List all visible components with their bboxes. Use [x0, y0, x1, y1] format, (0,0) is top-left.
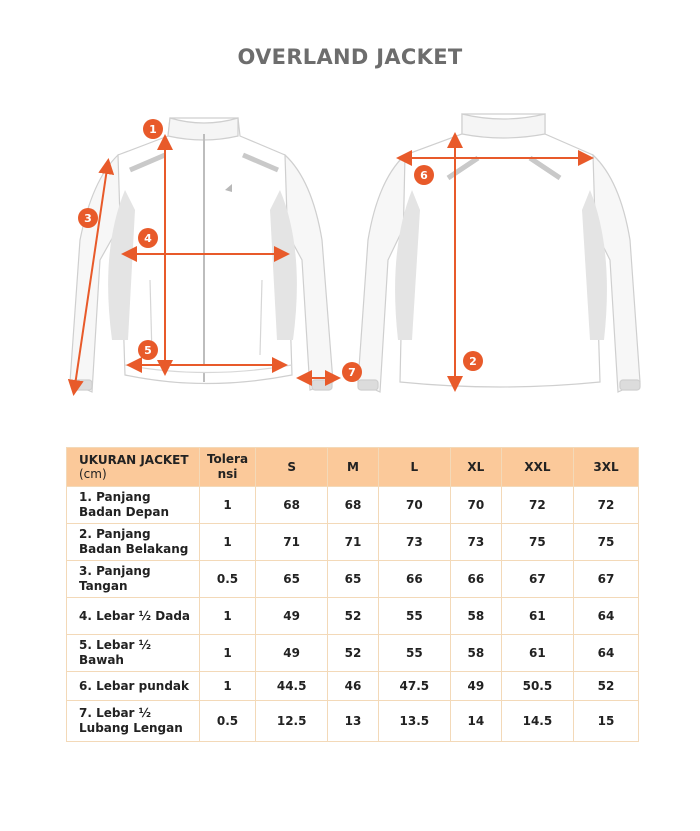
row-label: 7. Lebar ½ Lubang Lengan [67, 701, 200, 742]
row-value: 73 [378, 524, 450, 561]
table-row [67, 524, 639, 561]
row-value: 71 [328, 524, 378, 561]
header-size-label: UKURAN JACKET (cm) [67, 448, 200, 487]
row-value: 61 [501, 635, 573, 672]
svg-text:2: 2 [469, 355, 477, 368]
row-value: 67 [501, 561, 573, 598]
row-value: 55 [378, 598, 450, 635]
table-header-row [67, 448, 639, 487]
row-value: 65 [328, 561, 378, 598]
row-label: 1. Panjang Badan Depan [67, 487, 200, 524]
marker-3 [78, 208, 98, 228]
row-tolerance: 0.5 [200, 701, 256, 742]
row-value: 13 [328, 701, 378, 742]
row-tolerance: 0.5 [200, 561, 256, 598]
row-value: 67 [574, 561, 639, 598]
row-label: 2. Panjang Badan Belakang [67, 524, 200, 561]
row-tolerance: 1 [200, 598, 256, 635]
marker-5 [138, 340, 158, 360]
row-value: 64 [574, 598, 639, 635]
row-label: 3. Panjang Tangan [67, 561, 200, 598]
row-value: 72 [501, 487, 573, 524]
row-value: 52 [574, 672, 639, 701]
row-value: 72 [574, 487, 639, 524]
table-row [67, 701, 639, 742]
row-tolerance: 1 [200, 524, 256, 561]
page-title: OVERLAND JACKET [237, 45, 463, 69]
header-size-xxl: XXL [501, 448, 573, 487]
row-value: 14.5 [501, 701, 573, 742]
row-value: 71 [256, 524, 328, 561]
size-chart-table [66, 447, 639, 742]
row-value: 44.5 [256, 672, 328, 701]
row-value: 47.5 [378, 672, 450, 701]
row-tolerance: 1 [200, 487, 256, 524]
row-tolerance: 1 [200, 672, 256, 701]
row-label: 5. Lebar ½ Bawah [67, 635, 200, 672]
row-value: 58 [451, 635, 502, 672]
svg-text:5: 5 [144, 344, 152, 357]
row-value: 70 [451, 487, 502, 524]
jacket-measurement-diagram [0, 100, 700, 410]
row-value: 15 [574, 701, 639, 742]
row-value: 75 [501, 524, 573, 561]
row-value: 61 [501, 598, 573, 635]
row-value: 50.5 [501, 672, 573, 701]
table-row [67, 672, 639, 701]
row-value: 12.5 [256, 701, 328, 742]
header-tolerance: Toleransi [200, 448, 256, 487]
svg-text:1: 1 [149, 123, 157, 136]
row-value: 68 [328, 487, 378, 524]
marker-7 [342, 362, 362, 382]
row-value: 58 [451, 598, 502, 635]
header-size-xl: XL [451, 448, 502, 487]
header-size-3xl: 3XL [574, 448, 639, 487]
row-value: 49 [256, 598, 328, 635]
row-value: 66 [451, 561, 502, 598]
row-value: 70 [378, 487, 450, 524]
row-value: 73 [451, 524, 502, 561]
row-label: 6. Lebar pundak [67, 672, 200, 701]
marker-1 [143, 119, 163, 139]
table-row [67, 487, 639, 524]
row-value: 52 [328, 635, 378, 672]
row-value: 46 [328, 672, 378, 701]
row-value: 49 [256, 635, 328, 672]
row-value: 52 [328, 598, 378, 635]
row-value: 64 [574, 635, 639, 672]
header-size-l: L [378, 448, 450, 487]
svg-text:4: 4 [144, 232, 152, 245]
header-size-s: S [256, 448, 328, 487]
row-value: 13.5 [378, 701, 450, 742]
table-row [67, 598, 639, 635]
row-value: 75 [574, 524, 639, 561]
row-value: 55 [378, 635, 450, 672]
row-value: 65 [256, 561, 328, 598]
row-value: 66 [378, 561, 450, 598]
svg-text:3: 3 [84, 212, 92, 225]
svg-text:6: 6 [420, 169, 428, 182]
row-value: 68 [256, 487, 328, 524]
header-size-m: M [328, 448, 378, 487]
row-label: 4. Lebar ½ Dada [67, 598, 200, 635]
svg-text:7: 7 [348, 366, 356, 379]
marker-2 [463, 351, 483, 371]
row-value: 14 [451, 701, 502, 742]
table-row [67, 635, 639, 672]
marker-6 [414, 165, 434, 185]
row-tolerance: 1 [200, 635, 256, 672]
row-value: 49 [451, 672, 502, 701]
back-jacket-illustration [358, 114, 640, 392]
marker-4 [138, 228, 158, 248]
table-row [67, 561, 639, 598]
